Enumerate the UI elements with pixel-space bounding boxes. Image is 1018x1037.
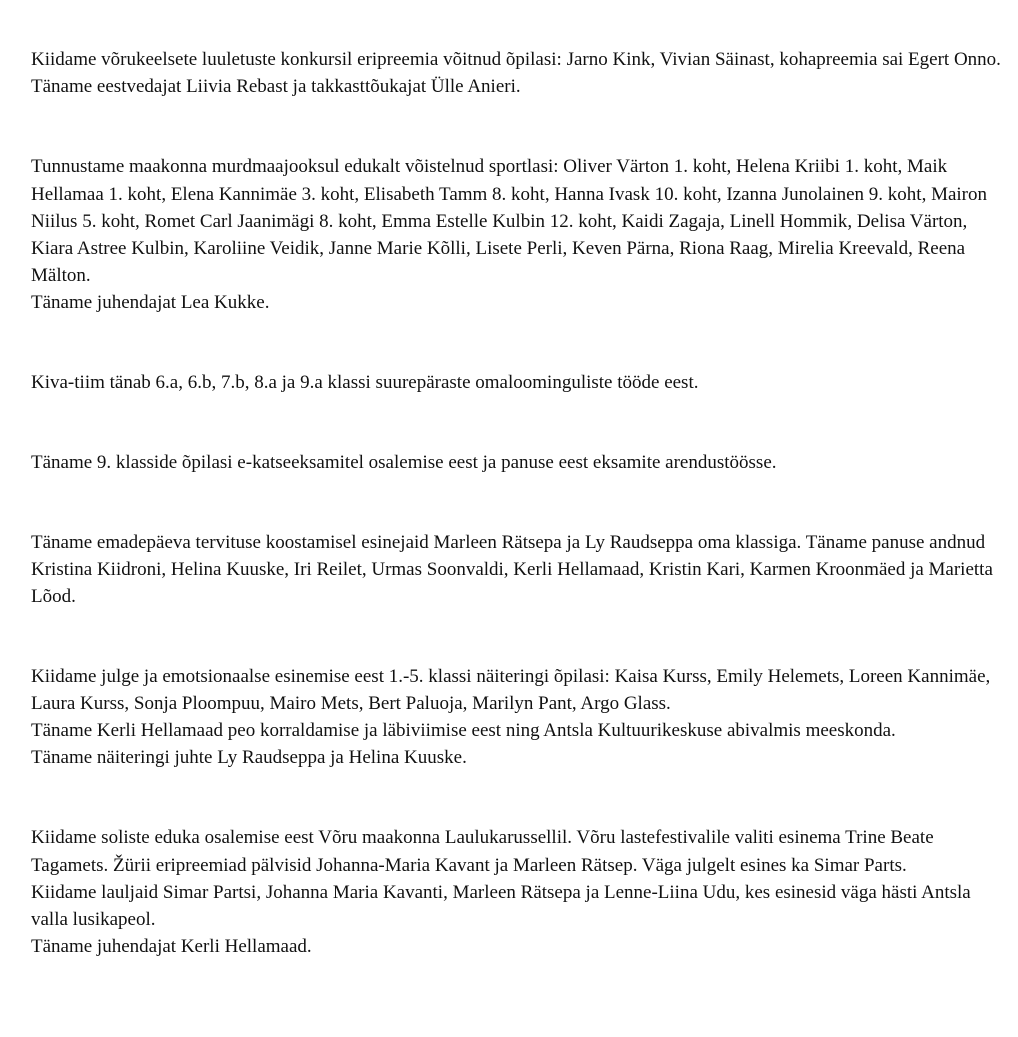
paragraph-line: Kiidame võrukeelsete luuletuste konkursil eripreemia võitnud õpilasi: Jarno Kink, Vivian Säinast, kohapreemia sai Egert Onno. xyxy=(31,49,1001,70)
paragraph-line: Täname 9. klasside õpilasi e-katseeksamitel osalemise eest ja panuse eest eksamite arendustöösse. xyxy=(31,451,777,473)
document-body xyxy=(31,46,1001,960)
paragraph-spacer xyxy=(31,771,1001,824)
paragraph-cross-country xyxy=(31,153,1001,316)
paragraph-theatre-circle xyxy=(31,663,1001,772)
paragraph-poetry-contest xyxy=(31,46,1001,100)
paragraph-spacer xyxy=(31,476,1001,529)
paragraph-kiva-team xyxy=(31,369,1001,396)
paragraph-spacer xyxy=(31,100,1001,153)
paragraph-mothers-day xyxy=(31,529,1001,611)
paragraph-spacer xyxy=(31,611,1001,663)
paragraph-line: Täname eestvedajat Liivia Rebast ja takkasttõukajat Ülle Anieri. xyxy=(31,76,521,98)
paragraph-line: Kiidame lauljaid Simar Partsi, Johanna Maria Kavanti, Marleen Rätsepa ja Lenne-Liina Udu, kes esinesid väga hästi Antsla valla lusikapeol. xyxy=(31,881,976,931)
paragraph-line: Tunnustame maakonna murdmaajooksul edukalt võistelnud sportlasi: Oliver Värton 1. koht, Helena Kriibi 1. koht, Maik Hellamaa 1. koht, Elena Kannimäe 3. koht, Elisabeth Tamm 8. koht, Hanna Ivask 10. koht, Izanna Junolainen 9. koht, Mairon Niilus 5. koht, Romet Carl Jaanimägi 8. koht, Emma Estelle Kulbin 12. koht, Kaidi Zagaja, Linell Hommik, Delisa Värton, Kiara Astree Kulbin, Karoliine Veidik, Janne Marie Kõlli, Lisete Perli, Keven Pärna, Riona Raag, Mirelia Kreevald, Reena Mälton. xyxy=(31,156,992,287)
paragraph-line: Kiidame julge ja emotsionaalse esinemise eest 1.-5. klassi näiteringi õpilasi: Kaisa Kurss, Emily Helemets, Loreen Kannimäe, Laura Kurss, Sonja Ploompuu, Mairo Mets, Bert Paluoja, Marilyn Pant, Argo Glass. xyxy=(31,665,995,714)
paragraph-line: Täname juhendajat Kerli Hellamaad. xyxy=(31,936,312,958)
paragraph-spacer xyxy=(31,317,1001,369)
paragraph-line: Kiidame soliste eduka osalemise eest Võru maakonna Laulukarussellil. Võru lastefestivalile valiti esinema Trine Beate Tagamets. Žürii eripreemiad pälvisid Johanna-Maria Kavant ja Marleen Rätsep. Väga julgelt esines ka Simar Parts. xyxy=(31,827,939,876)
paragraph-line: Täname näiteringi juhte Ly Raudseppa ja Helina Kuuske. xyxy=(31,747,467,769)
paragraph-song-carousel xyxy=(31,824,1001,960)
paragraph-line: Täname emadepäeva tervituse koostamisel esinejaid Marleen Rätsepa ja Ly Raudseppa oma klassiga. Täname panuse andnud Kristina Kiidroni, Helina Kuuske, Iri Reilet, Urmas Soonvaldi, Kerli Hellamaad, Kristin Kari, Karmen Kroonmäed ja Marietta Lõod. xyxy=(31,532,998,608)
paragraph-line: Täname Kerli Hellamaad peo korraldamise ja läbiviimise eest ning Antsla Kultuurikeskuse abivalmis meeskonda. xyxy=(31,720,896,742)
paragraph-spacer xyxy=(31,396,1001,449)
paragraph-e-exams xyxy=(31,449,1001,476)
paragraph-line: Kiva-tiim tänab 6.a, 6.b, 7.b, 8.a ja 9.a klassi suurepäraste omaloominguliste tööde eest. xyxy=(31,371,699,393)
paragraph-line: Täname juhendajat Lea Kukke. xyxy=(31,292,270,314)
